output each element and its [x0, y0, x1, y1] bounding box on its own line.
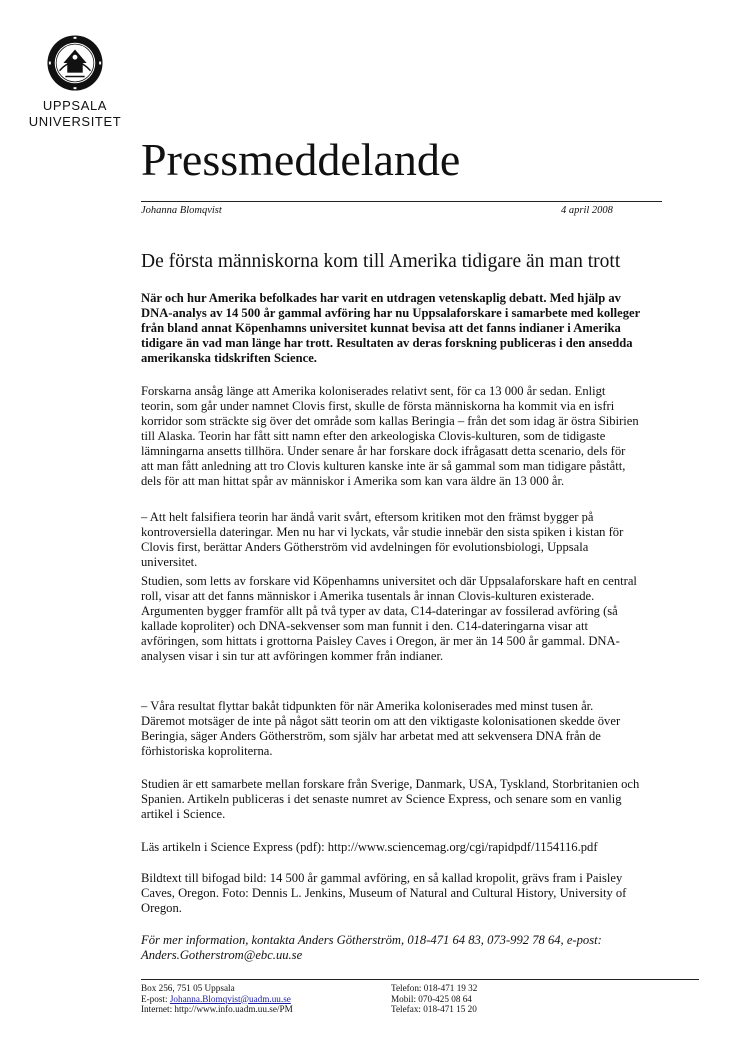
footer-email-label: E-post:: [141, 993, 170, 1004]
text-line: analysen visar i sin tur att avföringen kommer från indianer.: [141, 649, 444, 663]
logo-line-2: UNIVERSITET: [28, 114, 122, 129]
footer-email-line: [141, 994, 293, 1005]
footer-email-link[interactable]: Johanna.Blomqvist@uadm.uu.se: [169, 993, 291, 1004]
lead-paragraph: [141, 291, 716, 366]
text-line: tidigare än vad man länge har trott. Resultaten av deras forskning publiceras i den ansedda: [141, 336, 633, 350]
footer-internet: Internet: http://www.info.uadm.uu.se/PM: [141, 1004, 293, 1014]
text-line: Läs artikeln i Science Express (pdf): http://www.sciencemag.org/cgi/rapidpdf/1154116.pdf: [141, 840, 598, 854]
footer-contact-right: [391, 983, 477, 1015]
text-line: avföringen, som hittats i grottorna Paisley Caves i Oregon, är mer än 14 500 år gammal. DNA-: [141, 634, 620, 648]
text-line: till Alaska. Teorin har fått sitt namn efter den arkeologiska Clovis-kulturen, som de tidigaste: [141, 429, 606, 443]
text-line: Argumenten bygger framför allt på två typer av data, C14-dateringar av fossilerad avföring (så: [141, 604, 618, 618]
text-line: universitet.: [141, 555, 198, 569]
text-line: kallade koproliter) och DNA-sekvenser som man funnit i den. C14-dateringarna visar att: [141, 619, 588, 633]
body-paragraph-3: [141, 574, 716, 664]
footer-contact-left: [141, 983, 293, 1015]
text-line: Anders.Gotherstrom@ebc.uu.se: [141, 948, 303, 962]
footer-mobile: Mobil: 070-425 08 64: [391, 993, 472, 1004]
text-line: Oregon.: [141, 901, 182, 915]
footer-divider: [141, 979, 699, 980]
logo-line-1: UPPSALA: [42, 98, 108, 113]
text-line: korridor som sträckte sig över det område som kallas Beringia – från det som idag är östra Sibirien: [141, 414, 639, 428]
logo-wordmark: [0, 98, 150, 130]
university-seal-icon: [46, 34, 104, 92]
text-line: Däremot motsäger de inte på något sätt teorin om att den viktigaste kolonisationen skedde över: [141, 714, 621, 728]
title-divider: [141, 201, 662, 202]
text-line: För mer information, kontakta Anders Götherström, 018-471 64 83, 073-992 78 64, e-post:: [141, 933, 602, 947]
author-name: Johanna Blomqvist: [141, 205, 222, 216]
caption-paragraph: [141, 871, 716, 916]
text-line: kontroversiella dateringar. Men nu har vi lyckats, vår studie innebär den sista spiken i kistan för: [141, 525, 624, 539]
article-link-paragraph: [141, 840, 716, 855]
text-line: Beringia, säger Anders Götherström, som själv har arbetat med att sekvensera DNA från de: [141, 729, 601, 743]
footer-fax: Telefax: 018-471 15 20: [391, 1004, 477, 1014]
text-line: Forskarna ansåg länge att Amerika koloniserades relativt sent, för ca 13 000 år sedan. Enligt: [141, 384, 606, 398]
text-line: artikel i Science.: [141, 807, 226, 821]
text-line: Studien är ett samarbete mellan forskare från Sverige, Danmark, USA, Tyskland, Storbritanien och: [141, 777, 640, 791]
text-line: Spanien. Artikeln publiceras i det senaste numret av Science Express, och senare som en vanlig: [141, 792, 622, 806]
text-line: DNA-analys av 14 500 år gammal avföring har nu Uppsalaforskare i samarbete med kolleger: [141, 306, 641, 320]
text-line: – Att helt falsifiera teorin har ändå varit svårt, eftersom kritiken mot den främst bygger på: [141, 510, 594, 524]
contact-paragraph: [141, 933, 716, 963]
text-line: att man fått anledning att tro Clovis kulturen kanske inte är så gammal som man tidigare påstått,: [141, 459, 626, 473]
text-line: lämningarna ansetts tillhöra. Under senare år har forskare dock ifrågasatt detta scenario, dels för: [141, 444, 626, 458]
headline: De första människorna kom till Amerika tidigare än man trott: [141, 251, 621, 272]
text-line: Studien, som letts av forskare vid Köpenhamns universitet och där Uppsalaforskare haft en central: [141, 574, 637, 588]
body-paragraph-1: [141, 384, 716, 489]
text-line: – Våra resultat flyttar bakåt tidpunkten för när Amerika koloniserades med minst tusen år.: [141, 699, 594, 713]
text-line: Clovis first, berättar Anders Götherström vid avdelningen för evolutionsbiologi, Uppsala: [141, 540, 589, 554]
text-line: dels för att man hittat spår av människor i Amerika som kan vara äldre än 13 000 år.: [141, 474, 565, 488]
text-line: förhistoriska koproliterna.: [141, 744, 273, 758]
text-line: roll, visar att det fanns människor i Amerika tusentals år innan Clovis-kulturen existerade.: [141, 589, 595, 603]
footer-address: Box 256, 751 05 Uppsala: [141, 983, 235, 993]
body-paragraph-5: [141, 777, 716, 822]
text-line: Caves, Oregon. Foto: Dennis L. Jenkins, Museum of Natural and Cultural History, University of: [141, 886, 627, 900]
text-line: amerikanska tidskriften Science.: [141, 351, 317, 365]
text-line: När och hur Amerika befolkades har varit en utdragen vetenskaplig debatt. Med hjälp av: [141, 291, 621, 305]
body-paragraph-4: [141, 699, 716, 759]
footer-phone: Telefon: 018-471 19 32: [391, 983, 478, 993]
release-date: 4 april 2008: [561, 205, 613, 216]
text-line: teorin, som går under namnet Clovis first, skulle de första människorna ha kommit via en isfri: [141, 399, 615, 413]
text-line: från bland annat Köpenhamns universitet kunnat bevisa att det fanns indianer i Amerika: [141, 321, 621, 335]
text-line: Bildtext till bifogad bild: 14 500 år gammal avföring, en så kallad kropolit, grävs fram i Paisley: [141, 871, 623, 885]
page-title: Pressmeddelande: [141, 134, 461, 185]
body-paragraph-2: [141, 510, 716, 570]
